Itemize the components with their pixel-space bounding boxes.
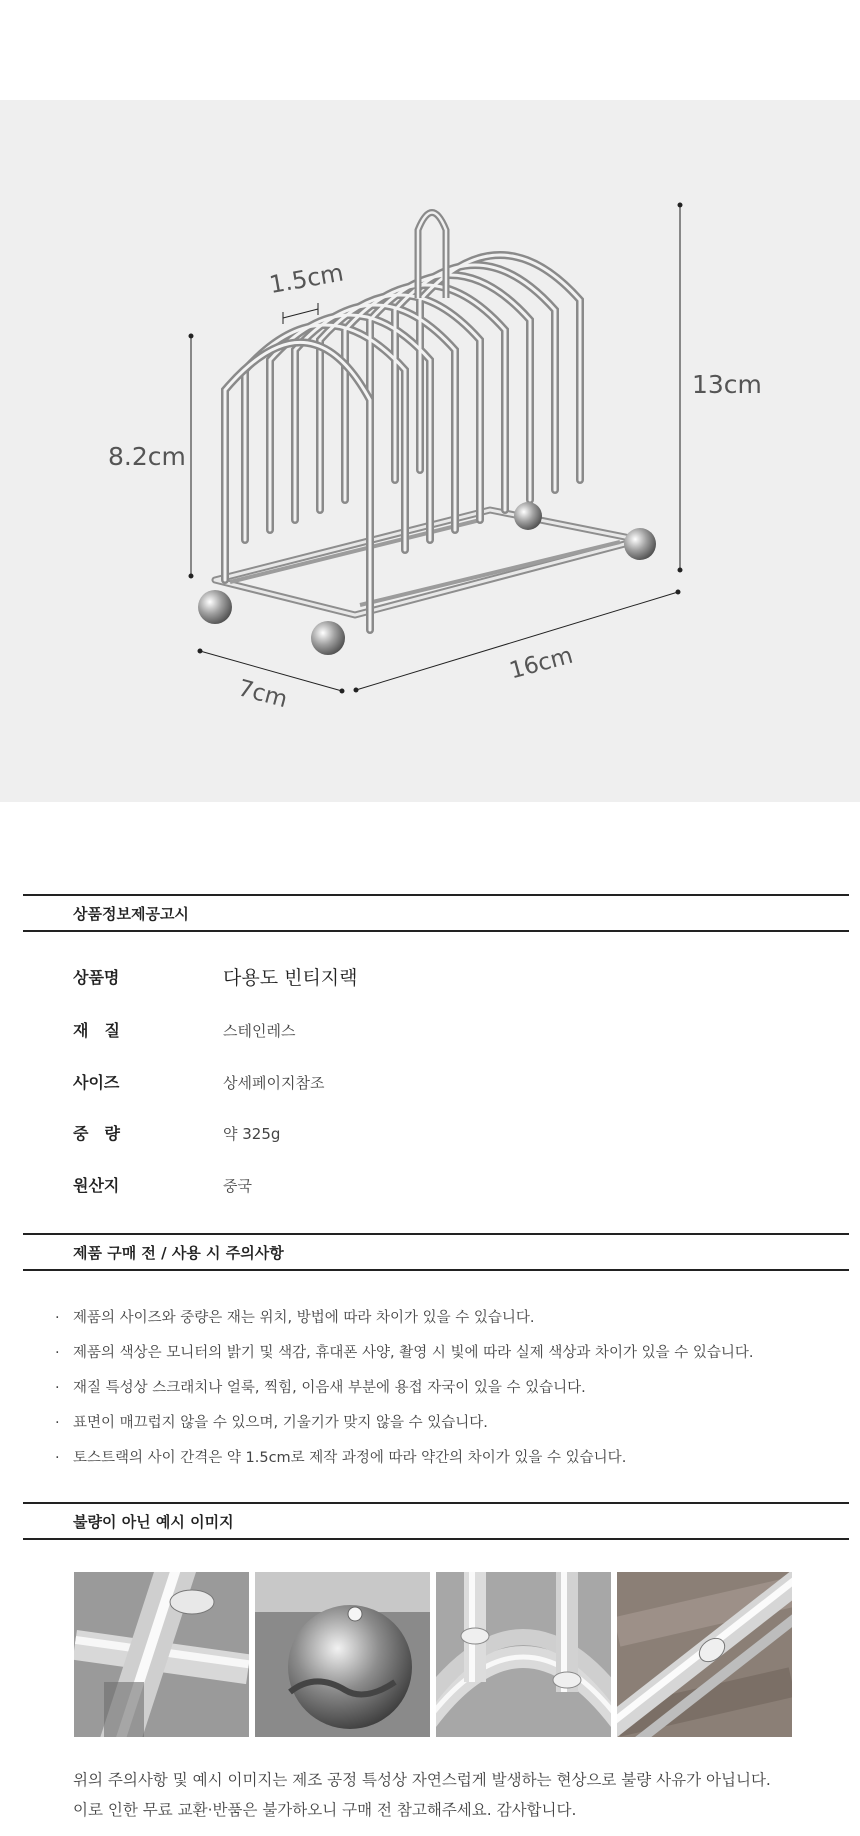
example-photo-rod-weld	[617, 1572, 792, 1737]
product-dimension-image	[0, 100, 860, 802]
bullet: ·	[55, 1380, 60, 1396]
info-value: 중국	[223, 1177, 252, 1195]
bullet: ·	[55, 1345, 60, 1361]
caution-item	[55, 1446, 845, 1470]
ball-foot	[624, 528, 656, 560]
caution-section-header	[23, 1233, 849, 1271]
info-value: 약 325g	[223, 1125, 281, 1143]
dimension-length-label: 16cm	[506, 642, 576, 685]
info-value: 상세페이지참조	[223, 1074, 325, 1092]
info-label: 사이즈	[73, 1073, 120, 1092]
dimension-gap-label: 1.5cm	[267, 258, 346, 300]
info-value: 다용도 빈티지랙	[223, 967, 358, 989]
caution-text: 토스트랙의 사이 간격은 약 1.5cm로 제작 과정에 따라 약간의 차이가 있을 수 있습니다.	[73, 1450, 627, 1466]
info-row-material	[73, 1016, 773, 1046]
info-label: 원산지	[73, 1176, 120, 1195]
info-row-size	[73, 1068, 773, 1098]
caution-text: 제품의 색상은 모니터의 밝기 및 색감, 휴대폰 사양, 촬영 시 빛에 따라 실제 색상과 차이가 있을 수 있습니다.	[73, 1345, 754, 1361]
defect-section-title: 불량이 아닌 예시 이미지	[73, 1513, 234, 1531]
info-label: 재 질	[73, 1021, 120, 1040]
dimension-inner-height-label: 8.2cm	[108, 442, 186, 471]
bullet: ·	[55, 1450, 60, 1466]
info-row-origin	[73, 1171, 773, 1201]
example-photo-ball-foot	[255, 1572, 430, 1737]
caution-text: 재질 특성상 스크래치나 얼룩, 찍힘, 이음새 부분에 용접 자국이 있을 수 있습니다.	[73, 1380, 586, 1396]
caution-item	[55, 1411, 845, 1435]
caution-text: 표면이 매끄럽지 않을 수 있으며, 기울기가 맞지 않을 수 있습니다.	[73, 1415, 488, 1431]
info-label: 상품명	[73, 968, 120, 987]
bullet: ·	[55, 1415, 60, 1431]
caution-section-title: 제품 구매 전 / 사용 시 주의사항	[73, 1244, 284, 1262]
bullet: ·	[55, 1310, 60, 1326]
caution-item	[55, 1306, 845, 1330]
info-value: 스테인레스	[223, 1022, 296, 1040]
caution-text: 제품의 사이즈와 중량은 재는 위치, 방법에 따라 차이가 있을 수 있습니다.	[73, 1310, 535, 1326]
footer-notice-1: 위의 주의사항 및 예시 이미지는 제조 공정 특성상 자연스럽게 발생하는 현상으로 불량 사유가 아닙니다.	[73, 1771, 771, 1789]
info-section-header	[23, 894, 849, 932]
ball-foot	[311, 621, 345, 655]
example-photo-arch-joint	[436, 1572, 611, 1737]
dimension-total-height-label: 13cm	[692, 370, 762, 399]
ball-foot	[514, 502, 542, 530]
caution-item	[55, 1376, 845, 1400]
ball-foot	[198, 590, 232, 624]
example-photo-weld-joint	[74, 1572, 249, 1737]
caution-item	[55, 1341, 845, 1365]
dimension-depth-label: 7cm	[235, 675, 291, 714]
defect-section-header	[23, 1502, 849, 1540]
info-section-title: 상품정보제공고시	[73, 905, 189, 923]
info-row-product-name	[73, 963, 773, 993]
info-row-weight	[73, 1119, 773, 1149]
toast-rack-illustration	[0, 100, 860, 802]
footer-notice-2: 이로 인한 무료 교환·반품은 불가하오니 구매 전 참고해주세요. 감사합니다.	[73, 1801, 577, 1819]
info-label: 중 량	[73, 1124, 120, 1143]
